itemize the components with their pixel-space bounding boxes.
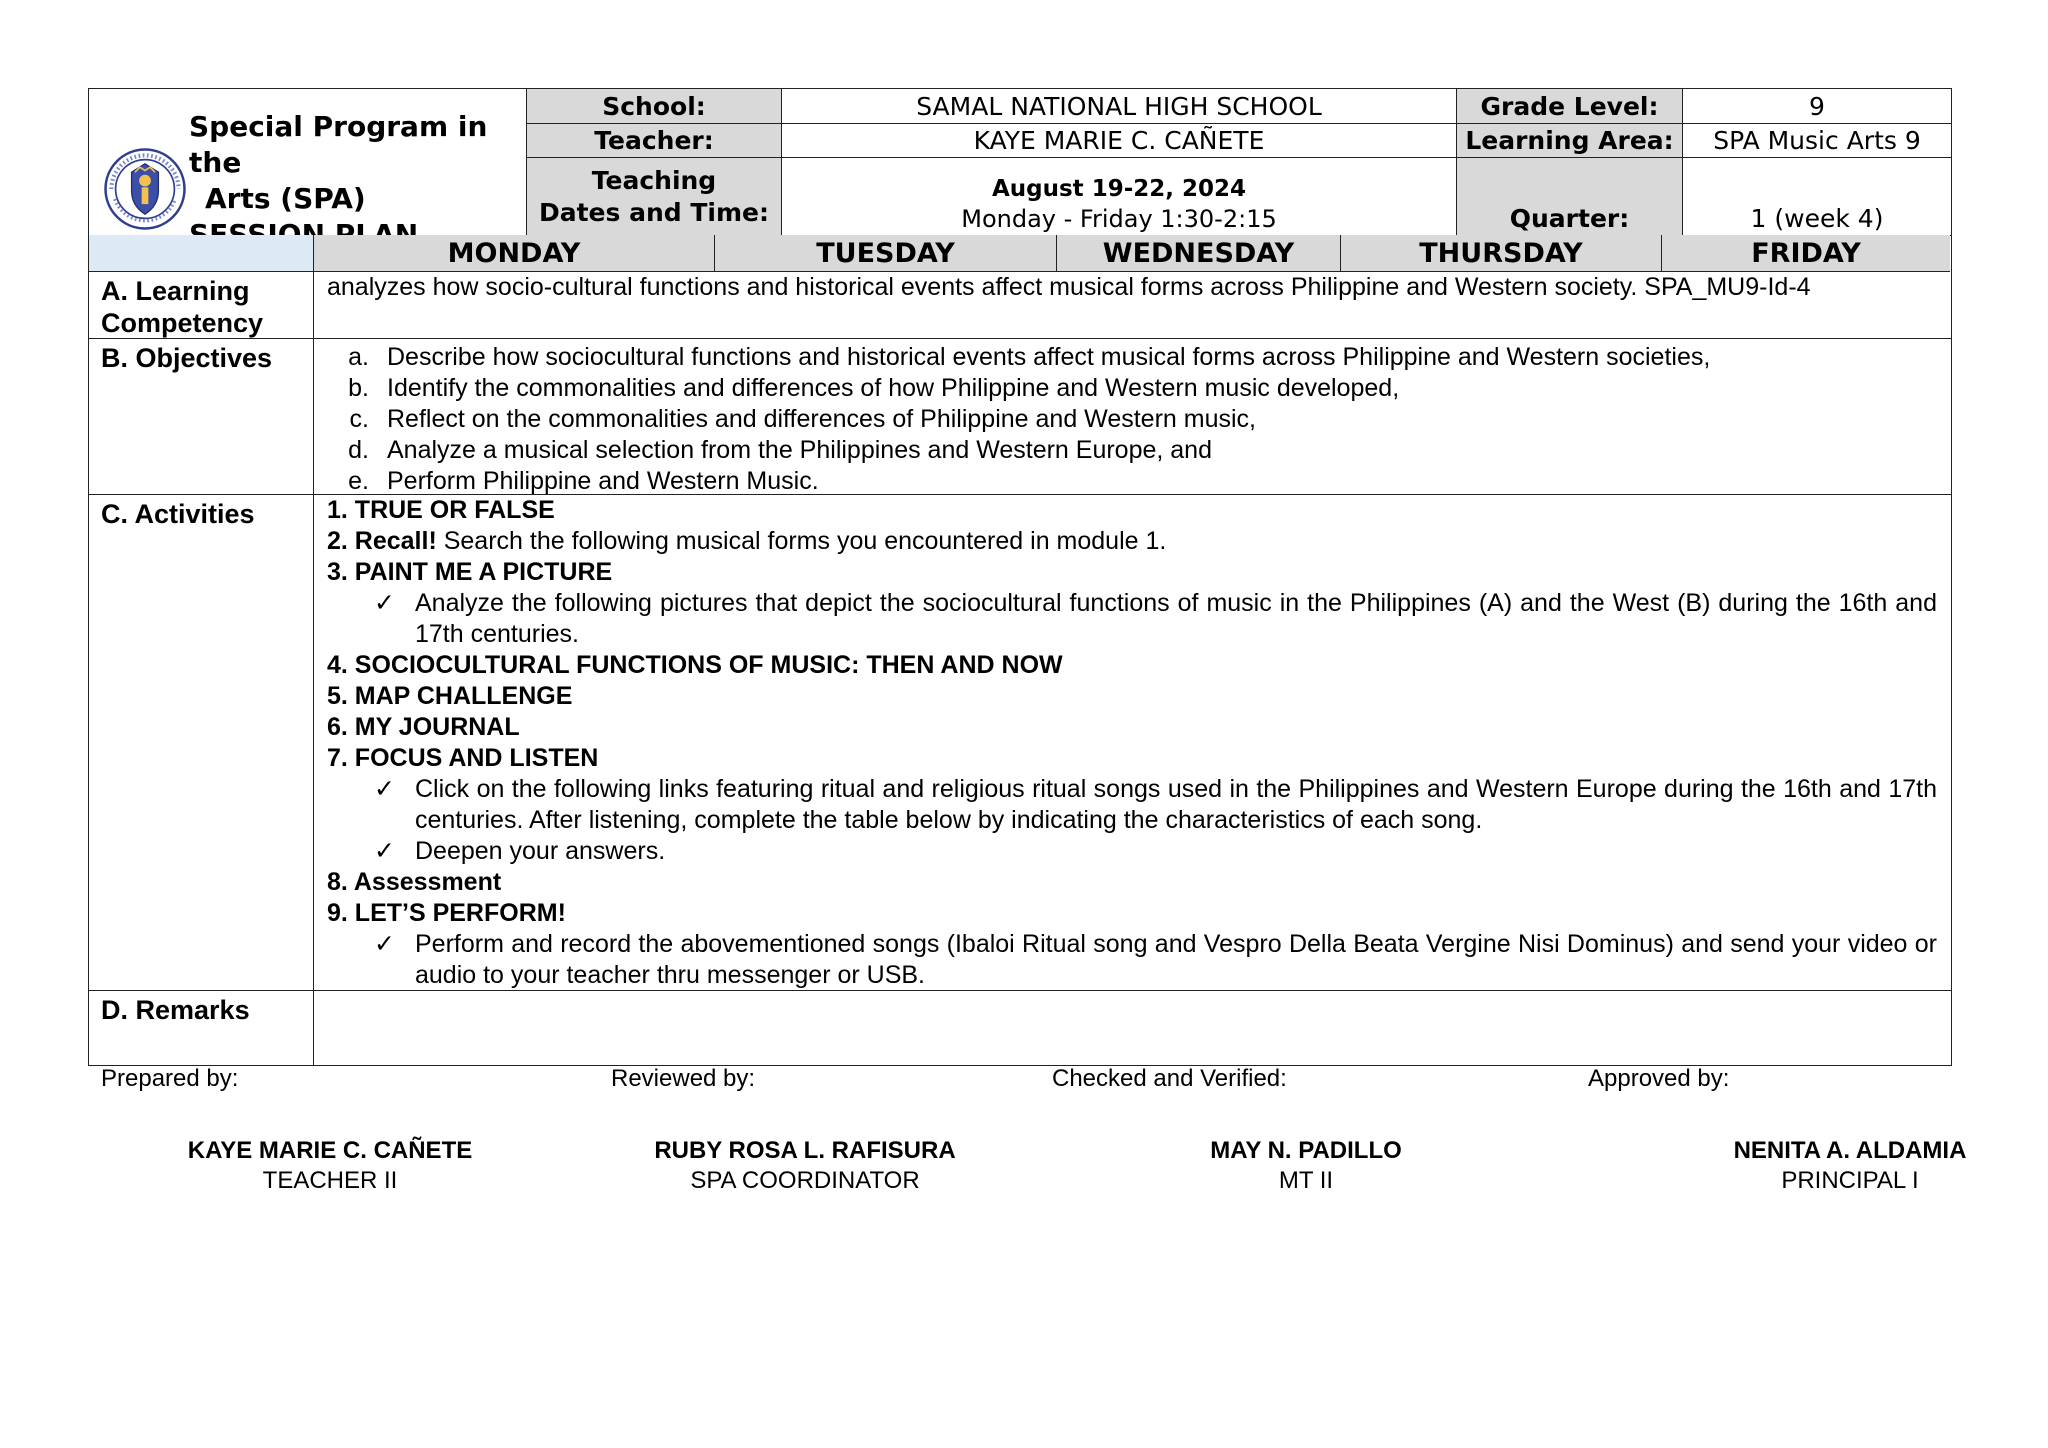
activity-sub-text: Click on the following links featuring ritual and religious ritual songs used in the Philippines and Western Europe during the 16th and 17th centuries. After listening, complete the table below by indicating the characteristics of each song. <box>415 775 1937 834</box>
objective-marker: a. <box>348 343 369 371</box>
signatory-role: SPA COORDINATOR <box>690 1167 920 1194</box>
reviewed-by-signatory <box>620 1136 990 1196</box>
activity-recall <box>327 526 1937 557</box>
objectives-row <box>88 339 1952 495</box>
objective-marker: c. <box>349 405 369 433</box>
approved-by-signatory <box>1700 1136 2000 1196</box>
prepared-by-signatory <box>150 1136 510 1196</box>
competency-text: analyzes how socio-cultural functions and historical events affect musical forms across Philippine and Western society. SPA_MU9-Id-4 <box>327 273 1811 301</box>
signatory-name: RUBY ROSA L. RAFISURA <box>654 1137 956 1164</box>
deped-seal-icon <box>103 147 187 231</box>
objective-marker: d. <box>348 436 369 464</box>
remarks-row <box>88 991 1952 1066</box>
day-monday: MONDAY <box>314 235 715 272</box>
objectives-content <box>314 339 1951 494</box>
objective-text: Analyze a musical selection from the Philippines and Western Europe, and <box>387 436 1212 464</box>
plan-header <box>88 88 1952 235</box>
objective-item <box>327 404 1937 435</box>
remarks-label: D. Remarks <box>89 991 314 1065</box>
competency-label-line1: A. Learning <box>101 276 250 306</box>
day-friday: FRIDAY <box>1662 235 1950 272</box>
objective-text: Perform Philippine and Western Music. <box>387 467 819 495</box>
signatory-name: KAYE MARIE C. CAÑETE <box>187 1137 473 1164</box>
teacher-label: Teacher: <box>527 124 782 158</box>
approved-by-label: Approved by: <box>1588 1065 1730 1092</box>
objective-text: Describe how sociocultural functions and historical events affect musical forms across Philippine and Western societies, <box>387 343 1711 371</box>
teaching-time: Monday - Friday 1:30-2:15 <box>961 205 1277 233</box>
program-brand <box>89 89 527 236</box>
remarks-content <box>314 991 1951 1065</box>
program-title-line1: Special Program in the <box>189 110 488 179</box>
signatory-name: MAY N. PADILLO <box>1210 1137 1402 1164</box>
objective-item <box>327 466 1937 497</box>
weekday-corner-cell <box>89 235 314 272</box>
checked-by-signatory <box>1146 1136 1466 1196</box>
activity-sub-text: Perform and record the abovementioned songs (Ibaloi Ritual song and Vespro Della Beata Vergine Nisi Dominus) and send your video or audio to your teacher thru messenger or USB. <box>415 930 1937 989</box>
teaching-dates-main: August 19-22, 2024 <box>991 176 1247 202</box>
checked-verified-label: Checked and Verified: <box>1052 1065 1287 1092</box>
check-icon: ✓ <box>374 775 395 803</box>
objective-item <box>327 435 1937 466</box>
objective-marker: b. <box>348 374 369 402</box>
objectives-list <box>327 339 1937 497</box>
activity-sub-text: Deepen your answers. <box>415 837 666 865</box>
teaching-dates-value <box>782 158 1457 236</box>
objective-marker: e. <box>348 467 369 495</box>
objectives-label: B. Objectives <box>89 339 314 494</box>
activity-my-journal: 6. MY JOURNAL <box>327 713 520 741</box>
competency-row <box>88 272 1952 339</box>
activity-sub-item <box>327 588 1937 650</box>
signatory-role: PRINCIPAL I <box>1781 1167 1919 1194</box>
learning-area-value: SPA Music Arts 9 <box>1683 124 1951 158</box>
activity-assessment: 8. Assessment <box>327 868 502 896</box>
activity-focus-and-listen: 7. FOCUS AND LISTEN <box>327 744 599 772</box>
signatory-name: NENITA A. ALDAMIA <box>1733 1137 1967 1164</box>
weekday-header-row <box>88 235 1952 272</box>
teaching-dates-label-line1: Teaching <box>591 165 717 195</box>
activity-sub-item <box>327 929 1937 991</box>
teaching-dates-label <box>527 158 782 236</box>
competency-label <box>89 272 314 338</box>
program-title-line2: Arts (SPA) <box>205 182 366 215</box>
school-label: School: <box>527 89 782 124</box>
activity-paint-me-a-picture: 3. PAINT ME A PICTURE <box>327 558 613 586</box>
reviewed-by-label: Reviewed by: <box>611 1065 756 1092</box>
check-icon: ✓ <box>374 589 395 617</box>
activities-row <box>88 495 1952 991</box>
activity-recall-title: 2. Recall! <box>327 527 437 555</box>
activity-sub-text: Analyze the following pictures that depict the sociocultural functions of music in the Philippines (A) and the West (B) during the 16th and 17th centuries. <box>415 589 1937 648</box>
activity-lets-perform: 9. LET’S PERFORM! <box>327 899 566 927</box>
activities-content <box>314 495 1951 990</box>
activity-sub-item <box>327 836 1937 867</box>
activity-true-or-false: 1. TRUE OR FALSE <box>327 496 555 524</box>
learning-area-label: Learning Area: <box>1457 124 1683 158</box>
objective-item <box>327 373 1937 404</box>
session-plan-sheet <box>88 88 1952 1066</box>
teaching-dates-label-line2: Dates and Time: <box>538 197 769 227</box>
objective-text: Reflect on the commonalities and differences of Philippine and Western music, <box>387 405 1256 433</box>
grade-level-label: Grade Level: <box>1457 89 1683 124</box>
activity-map-challenge: 5. MAP CHALLENGE <box>327 682 573 710</box>
activity-sociocultural-functions: 4. SOCIOCULTURAL FUNCTIONS OF MUSIC: THEN AND NOW <box>327 651 1063 679</box>
activity-recall-text: Search the following musical forms you encountered in module 1. <box>436 527 1167 555</box>
competency-label-line2: Competency <box>101 308 264 338</box>
school-value: SAMAL NATIONAL HIGH SCHOOL <box>782 89 1457 124</box>
activities-label: C. Activities <box>89 495 314 990</box>
quarter-label: Quarter: <box>1457 158 1683 236</box>
day-wednesday: WEDNESDAY <box>1057 235 1341 272</box>
signatory-role: TEACHER II <box>262 1167 398 1194</box>
day-tuesday: TUESDAY <box>715 235 1057 272</box>
prepared-by-label: Prepared by: <box>101 1065 239 1092</box>
quarter-value: 1 (week 4) <box>1683 158 1951 236</box>
check-icon: ✓ <box>374 837 395 865</box>
objective-text: Identify the commonalities and differences of how Philippine and Western music developed, <box>387 374 1400 402</box>
grade-level-value: 9 <box>1683 89 1951 124</box>
activity-sub-item <box>327 774 1937 836</box>
program-title <box>189 109 526 253</box>
day-thursday: THURSDAY <box>1341 235 1662 272</box>
teacher-value: KAYE MARIE C. CAÑETE <box>782 124 1457 158</box>
objective-item <box>327 342 1937 373</box>
check-icon: ✓ <box>374 930 395 958</box>
signatory-role: MT II <box>1278 1167 1334 1194</box>
